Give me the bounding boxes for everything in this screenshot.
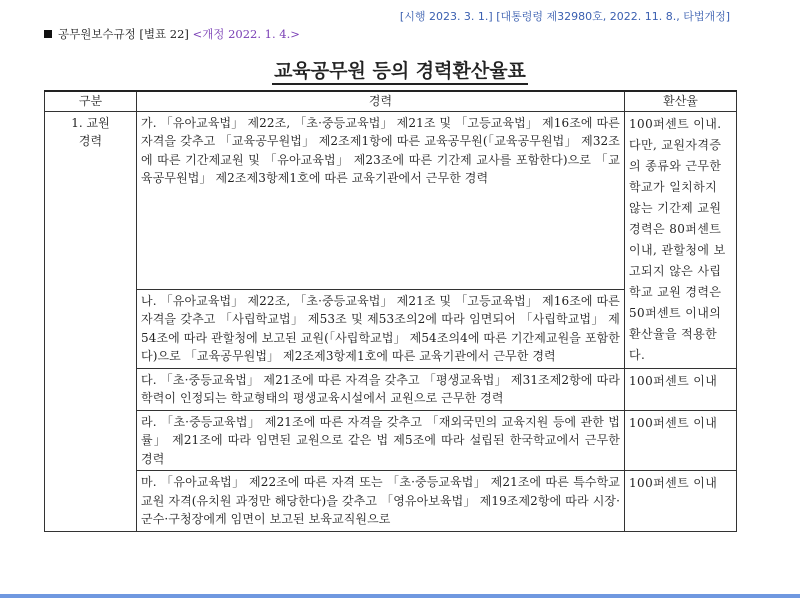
document-title-wrap — [0, 56, 800, 83]
rate-cell-ma: 100퍼센트 이내 — [625, 471, 737, 532]
viewer-bottom-bar — [0, 594, 800, 598]
column-header-career: 경력 — [137, 91, 625, 111]
career-cell-da: 다. 「초·중등교육법」 제21조에 따른 자격을 갖추고 「평생교육법」 제31조제2항에 따라 학력이 인정되는 학교형태의 평생교육시설에서 교원으로 근무한 경력 — [137, 368, 625, 410]
enforcement-note: [시행 2023. 3. 1.] [대통령령 제32980호, 2022. 11. 8., 타법개정] — [399, 10, 730, 23]
career-cell-na: 나. 「유아교육법」 제22조, 「초·중등교육법」 제21조 및 「고등교육법」 제16조에 따른 자격을 갖추고 「사립학교법」 제53조 및 제53조의2에 따라 임면되어 「사립학교법」 제54조에 따라 관할청에 보고된 교원(「사립학교법」 제54조의4에 따른 기간제교원을 포함한다)으로 「교육공무원법」 제2조제3항제1호에 따른 교육기관에서 근무한 경력 — [137, 289, 625, 368]
regulation-header — [44, 26, 300, 42]
rate-cell-ga-na: 100퍼센트 이내. 다만, 교원자격증의 종류와 근무한 학교가 일치하지 않는 기간제 교원 경력은 80퍼센트 이내, 관할청에 보고되지 않은 사립학교 교원 경력은 50퍼센트 이내의 환산율을 적용한다. — [625, 111, 737, 368]
table-row — [45, 471, 737, 532]
rate-cell-ra: 100퍼센트 이내 — [625, 410, 737, 471]
column-header-rate: 환산율 — [625, 91, 737, 111]
revision-note: <개정 2022. 1. 4.> — [192, 27, 300, 41]
table-row — [45, 368, 737, 410]
career-cell-ma: 마. 「유아교육법」 제22조에 따른 자격 또는 「초·중등교육법」 제21조에 따른 특수학교 교원 자격(유치원 과정만 해당한다)을 갖추고 「영유아보육법」 제19조제2항에 따라 시장·군수·구청장에게 임면이 보고된 보육교직원으로 — [137, 471, 625, 532]
table-row — [45, 111, 737, 289]
document-title: 교육공무원 등의 경력환산율표 — [272, 60, 528, 85]
career-cell-ga: 가. 「유아교육법」 제22조, 「초·중등교육법」 제21조 및 「고등교육법」 제16조에 따른 자격을 갖추고 「교육공무원법」 제2조제1항에 따른 교육공무원(「교육공무원법」 제32조에 따른 기간제교원 및 「유아교육법」 제23조에 따른 기간제 교사를 포함한다)으로 「교육공무원법」 제2조제3항제1호에 따른 교육기관에서 근무한 경력 — [137, 111, 625, 289]
career-cell-ra: 라. 「초·중등교육법」 제21조에 따른 자격을 갖추고 「재외국민의 교육지원 등에 관한 법률」 제21조에 따라 임면된 교원으로 같은 법 제5조에 따라 설립된 한국학교에서 근무한 경력 — [137, 410, 625, 471]
table-row — [45, 410, 737, 471]
bullet-square-icon — [44, 30, 52, 38]
regulation-name: 공무원보수규정 [별표 22] — [58, 27, 189, 41]
column-header-category: 구분 — [45, 91, 137, 111]
table-header-row — [45, 91, 737, 111]
category-cell: 1. 교원 경력 — [45, 111, 137, 531]
rate-cell-da: 100퍼센트 이내 — [625, 368, 737, 410]
conversion-rate-table — [44, 90, 737, 532]
